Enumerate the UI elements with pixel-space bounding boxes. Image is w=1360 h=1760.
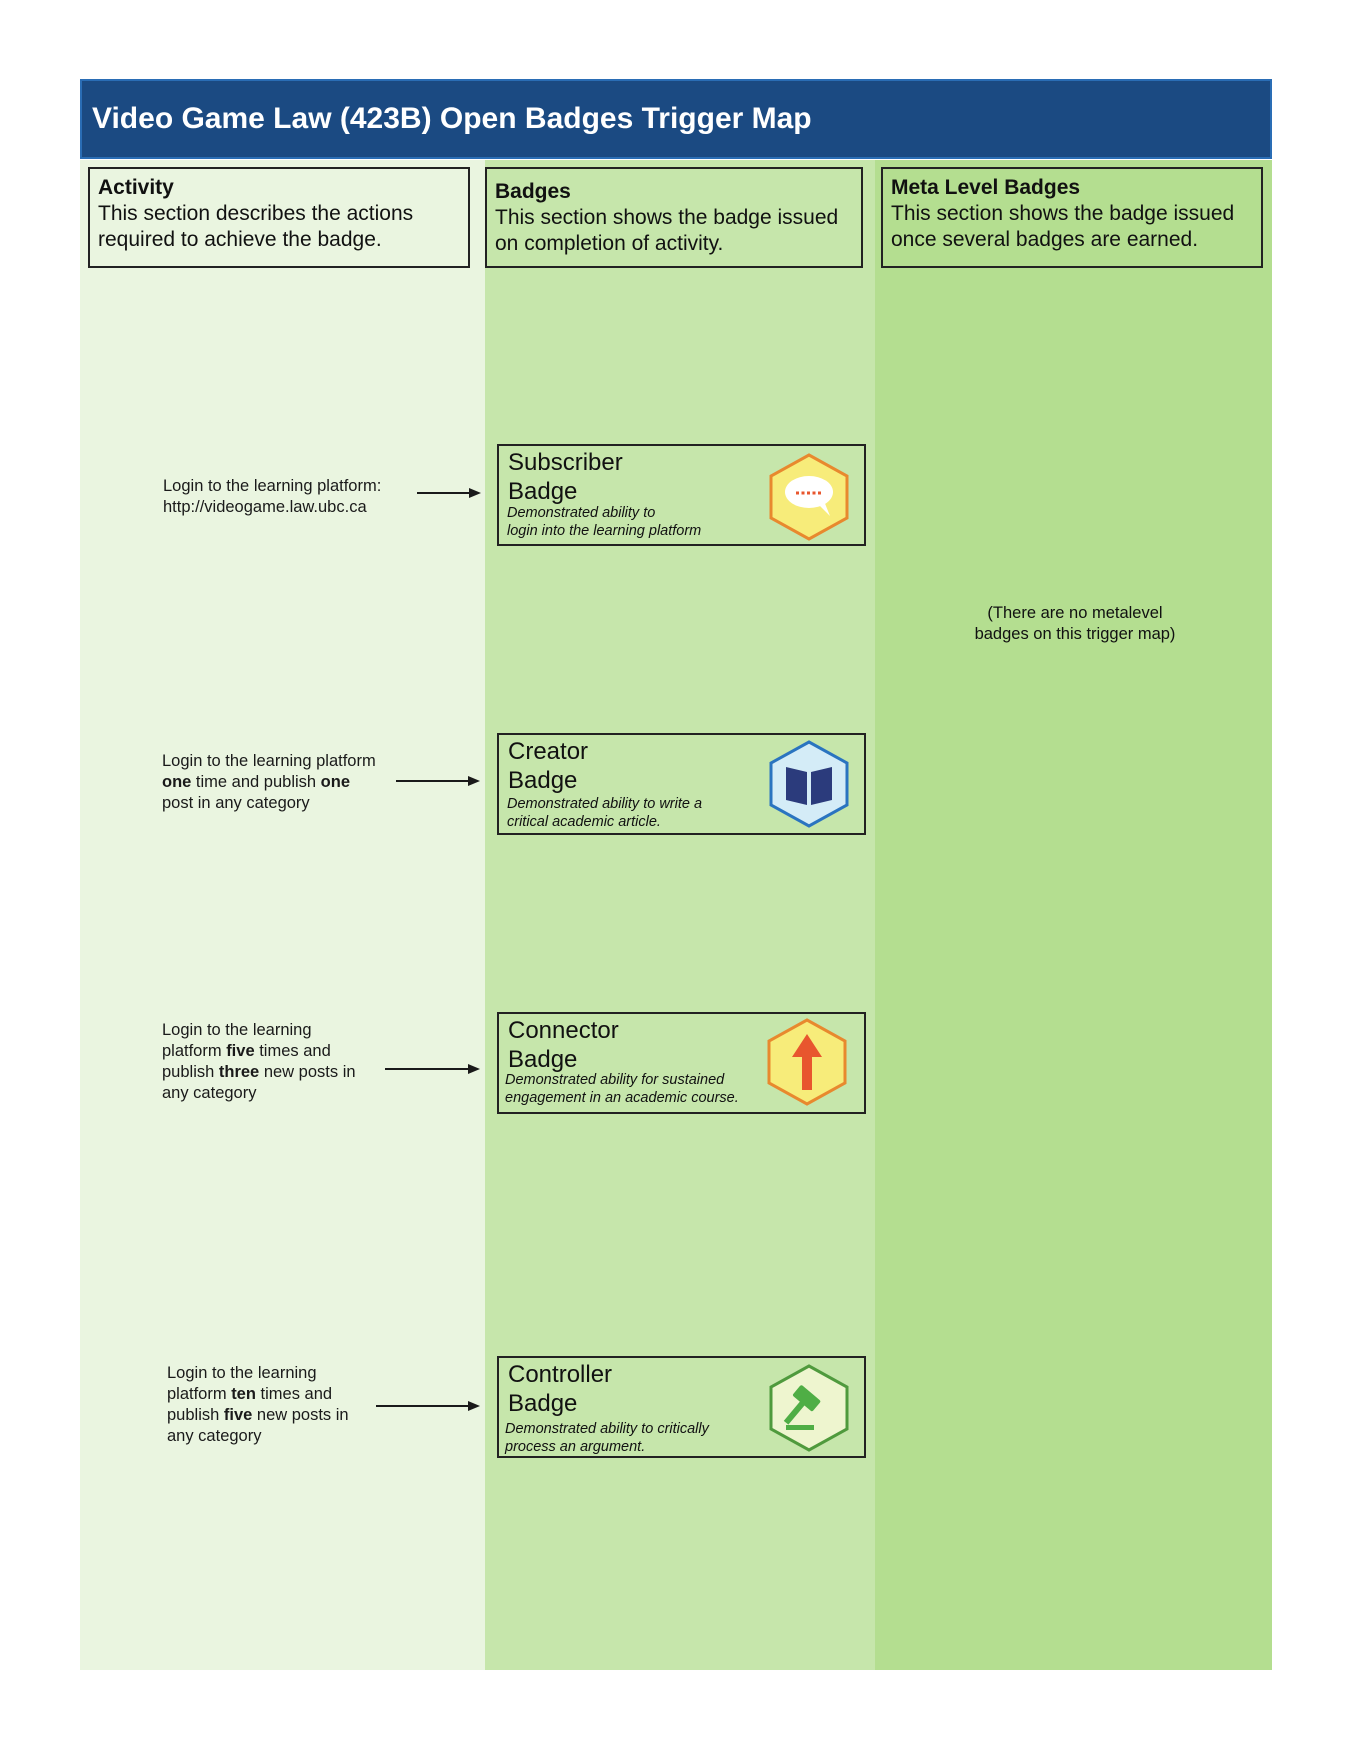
badge-name: Subscriber Badge — [508, 449, 623, 505]
controller-badge-card — [497, 1356, 866, 1458]
activity-text-segment: publish — [162, 1063, 219, 1081]
activity-header-desc: This section describes the actions required to achieve the badge. — [98, 202, 414, 251]
activity-text-segment: new posts in — [259, 1063, 356, 1081]
meta-header — [881, 167, 1263, 268]
activity-text-segment: Login to the learning — [162, 1021, 312, 1039]
badge-description: Demonstrated ability to critically process an argument. — [505, 1421, 709, 1455]
activity-text-segment: http://videogame.law.ubc.ca — [163, 498, 367, 516]
activity-emphasis: five — [226, 1042, 255, 1060]
meta-level-column — [875, 160, 1272, 1670]
activity-header-title: Activity — [98, 176, 174, 199]
badge-name: Connector Badge — [508, 1017, 619, 1073]
activity-text-segment: new posts in — [252, 1406, 349, 1424]
activity-text-segment: post in any category — [162, 794, 310, 812]
activity-text-segment: Login to the learning platform — [162, 752, 376, 770]
activity-emphasis: five — [223, 1406, 253, 1424]
creator-badge-card — [497, 733, 866, 835]
badge-description: Demonstrated ability for sustained engagement in an academic course. — [505, 1072, 739, 1106]
subscriber-badge-card — [497, 444, 866, 546]
activity-text-segment: Login to the learning platform: — [163, 477, 382, 495]
activity-emphasis: three — [218, 1063, 260, 1081]
page-title: Video Game Law (423B) Open Badges Trigger Map — [92, 102, 812, 135]
activity-text-segment: any category — [162, 1084, 257, 1102]
badge-name: Creator Badge — [508, 738, 589, 794]
activity-text-segment: times and — [255, 1385, 333, 1403]
activity-text-segment: Login to the learning — [167, 1364, 317, 1382]
meta-level-note: (There are no metalevel badges on this trigger map) — [974, 604, 1176, 643]
trigger-arrow — [376, 1400, 480, 1412]
activity-text-creator — [162, 751, 412, 814]
badges-header — [485, 167, 863, 268]
meta-header-desc: This section shows the badge issued once several badges are earned. — [891, 202, 1235, 251]
badges-header-desc: This section shows the badge issued on completion of activity. — [495, 206, 839, 255]
activity-text-segment: times and — [254, 1042, 331, 1060]
badge-name: Controller Badge — [508, 1361, 613, 1417]
activity-header — [88, 167, 470, 268]
speech-bubble-icon — [766, 452, 852, 542]
trigger-arrow — [396, 775, 480, 787]
activity-text-connector — [162, 1020, 392, 1104]
trigger-arrow — [385, 1063, 480, 1075]
title-bar — [80, 79, 1272, 159]
activity-text-segment: time and publish — [191, 773, 321, 791]
trigger-arrow — [417, 487, 481, 499]
activity-emphasis: ten — [231, 1385, 256, 1403]
arrow-up-icon — [764, 1017, 850, 1107]
activity-emphasis: one — [162, 773, 192, 791]
gavel-icon — [766, 1363, 852, 1453]
badge-description: Demonstrated ability to write a critical academic article. — [507, 796, 703, 830]
activity-text-subscriber — [163, 476, 413, 518]
activity-text-segment: any category — [167, 1427, 262, 1445]
activity-emphasis: one — [320, 773, 351, 791]
activity-text-segment: publish — [167, 1406, 224, 1424]
activity-text-controller — [167, 1363, 397, 1447]
meta-header-title: Meta Level Badges — [891, 176, 1081, 199]
badges-header-title: Badges — [495, 180, 571, 203]
activity-text-segment: platform — [162, 1042, 227, 1060]
connector-badge-card — [497, 1012, 866, 1114]
book-icon — [766, 739, 852, 829]
badge-description: Demonstrated ability to login into the learning platform — [507, 505, 702, 539]
activity-text-segment: platform — [167, 1385, 232, 1403]
